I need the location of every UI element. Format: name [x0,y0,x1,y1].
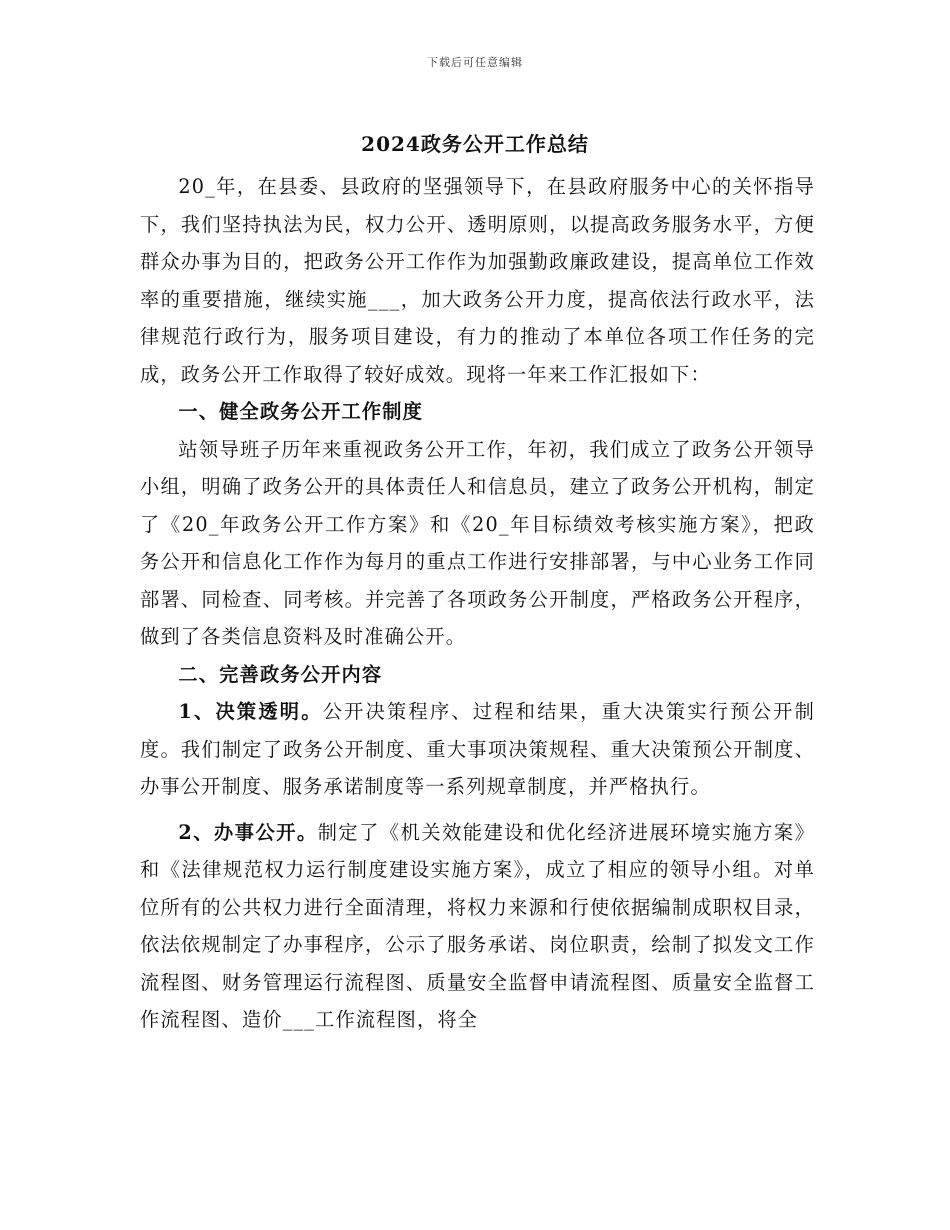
item-2-paragraph [140,814,815,1039]
document-body [140,168,815,1039]
item-1-paragraph [140,693,815,806]
item-2-body: 制定了《机关效能建设和优化经济进展环境实施方案》和《法律规范权力运行制度建设实施方案》，成立了相应的领导小组。对单位所有的公共权力进行全面清理，将权力来源和行使依据编制成职权目录，依法依规制定了办事程序，公示了服务承诺、岗位职责，绘制了拟发文工作流程图、财务管理运行流程图、质量安全监督申请流程图、质量安全监督工作流程图、造价___工作流程图，将全 [140,820,815,1031]
item-1-lead: 1、决策透明。 [178,700,323,723]
section-2-heading: 二、完善政务公开内容 [178,662,383,686]
page-header-note: 下载后可任意编辑 [427,56,523,69]
item-2-lead: 2、办事公开。 [178,820,318,844]
section-1-heading: 一、健全政务公开工作制度 [178,400,424,423]
item-1-body: 公开决策程序、过程和结果，重大决策实行预公开制度。我们制定了政务公开制度、重大事项决策规程、重大决策预公开制度、办事公开制度、服务承诺制度等一系列规章制度，并严格执行。 [140,700,815,798]
document-title: 2024政务公开工作总结 [361,132,589,156]
section-1-paragraph: 站领导班子历年来重视政务公开工作，年初，我们成立了政务公开领导小组，明确了政务公开的具体责任人和信息员，建立了政务公开机构，制定了《20_年政务公开工作方案》和《20_年目标绩效考核实施方案》，把政务公开和信息化工作作为每月的重点工作进行安排部署，与中心业务工作同部署、同检查、同考核。并完善了各项政务公开制度，严格政务公开程序，做到了各类信息资料及时准确公开。 [140,437,815,648]
intro-paragraph: 20_年，在县委、县政府的坚强领导下，在县政府服务中心的关怀指导下，我们坚持执法为民，权力公开、透明原则，以提高政务服务水平，方便群众办事为目的，把政务公开工作作为加强勤政廉政建设，提高单位工作效率的重要措施，继续实施___，加大政务公开力度，提高依法行政水平，法律规范行政行为，服务项目建设，有力的推动了本单位各项工作任务的完成，政务公开工作取得了较好成效。现将一年来工作汇报如下： [140,175,815,386]
